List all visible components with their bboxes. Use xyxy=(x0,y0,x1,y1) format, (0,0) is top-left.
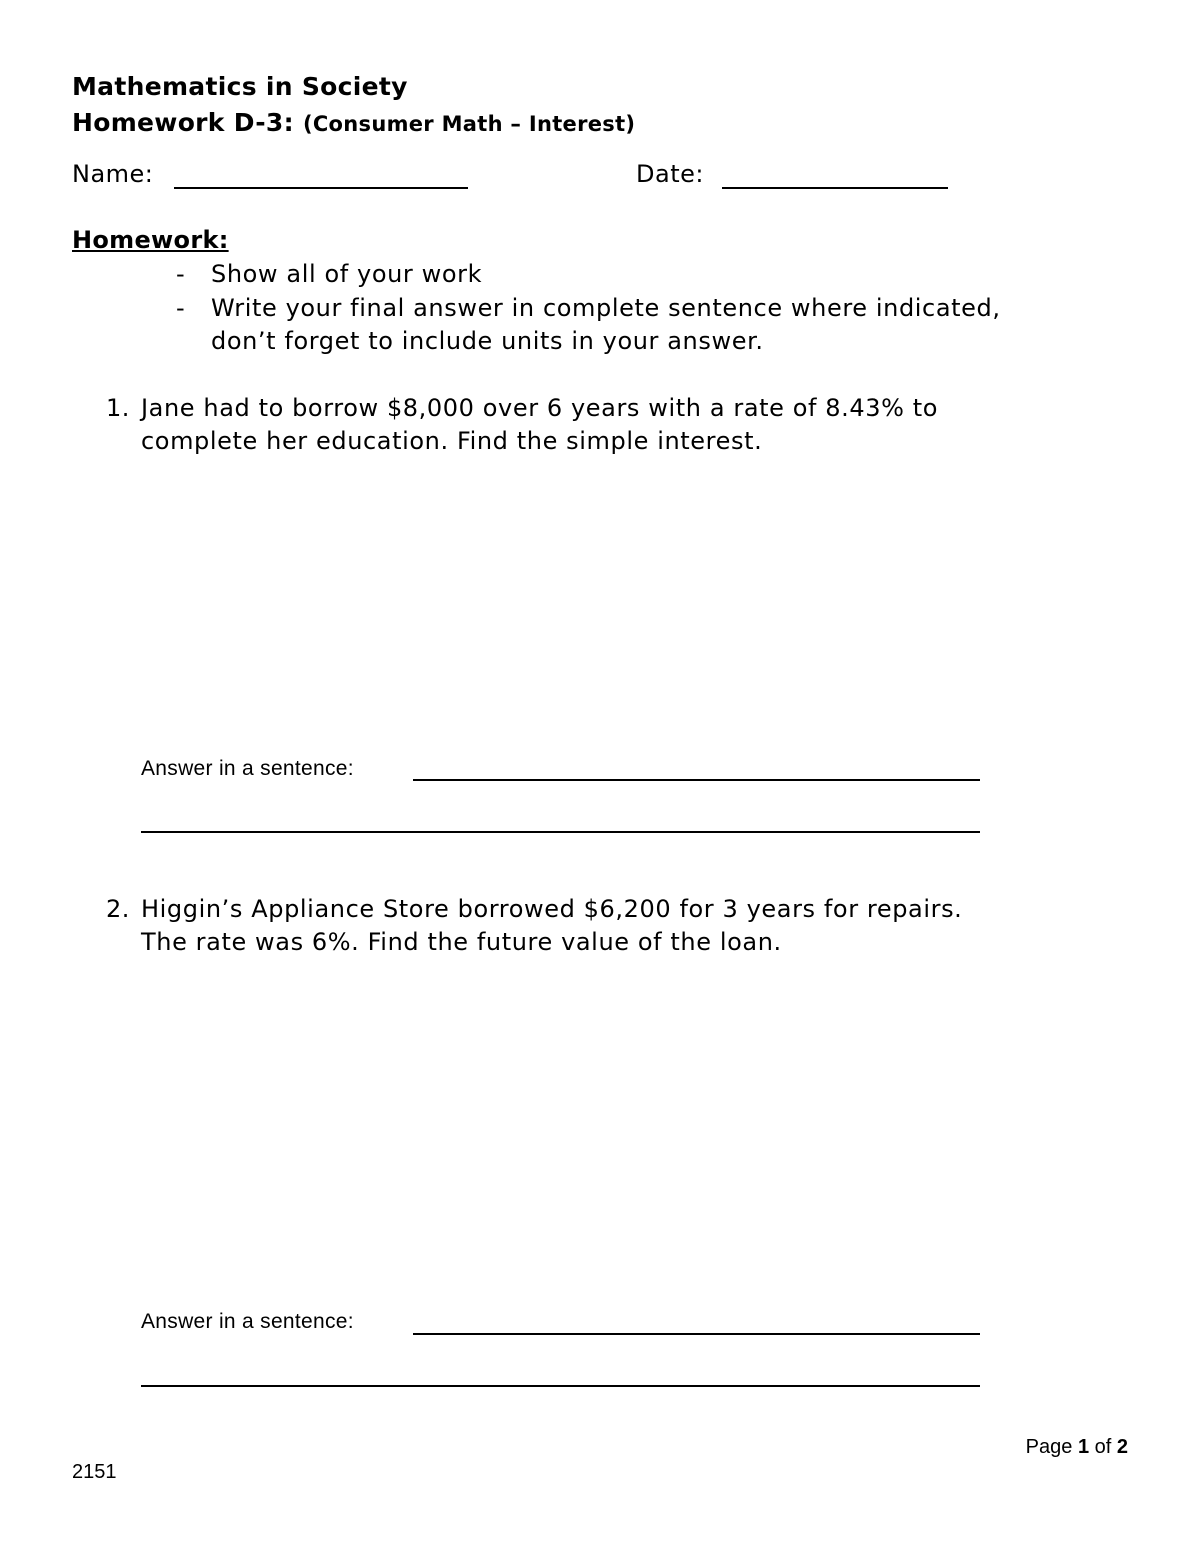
page-of: of xyxy=(1094,1436,1112,1458)
homework-heading: Homework: xyxy=(72,226,229,254)
question-number: 1. xyxy=(106,394,130,422)
name-label: Name: xyxy=(72,160,154,188)
document-subtitle xyxy=(72,108,635,137)
answer-label: Answer in a sentence: xyxy=(141,1310,354,1333)
answer-line[interactable] xyxy=(141,831,980,833)
subtitle-topic: (Consumer Math – Interest) xyxy=(302,112,636,136)
subtitle-main: Homework D-3: xyxy=(72,108,294,137)
answer-line[interactable] xyxy=(413,1333,980,1335)
page-current: 1 xyxy=(1077,1436,1090,1458)
bullet-dash: - xyxy=(176,260,185,288)
page-word: Page xyxy=(1025,1436,1073,1458)
answer-label: Answer in a sentence: xyxy=(141,757,354,780)
instruction-item: Show all of your work xyxy=(211,260,483,288)
document-code: 2151 xyxy=(72,1461,117,1483)
bullet-dash: - xyxy=(176,294,185,322)
page-number xyxy=(1026,1436,1128,1459)
question-text: complete her education. Find the simple interest. xyxy=(141,427,763,455)
name-field-line[interactable] xyxy=(174,187,468,189)
instruction-item-continued: don’t forget to include units in your answer. xyxy=(211,327,764,355)
instruction-item: Write your final answer in complete sentence where indicated, xyxy=(211,294,1001,322)
date-label: Date: xyxy=(636,160,704,188)
answer-line[interactable] xyxy=(141,1385,980,1387)
question-text: The rate was 6%. Find the future value of the loan. xyxy=(141,928,782,956)
date-field-line[interactable] xyxy=(722,187,948,189)
document-title: Mathematics in Society xyxy=(72,72,408,101)
question-text: Jane had to borrow $8,000 over 6 years with a rate of 8.43% to xyxy=(141,394,939,422)
question-number: 2. xyxy=(106,895,130,923)
page-total: 2 xyxy=(1116,1436,1128,1458)
answer-line[interactable] xyxy=(413,779,980,781)
question-text: Higgin’s Appliance Store borrowed $6,200 for 3 years for repairs. xyxy=(141,895,963,923)
